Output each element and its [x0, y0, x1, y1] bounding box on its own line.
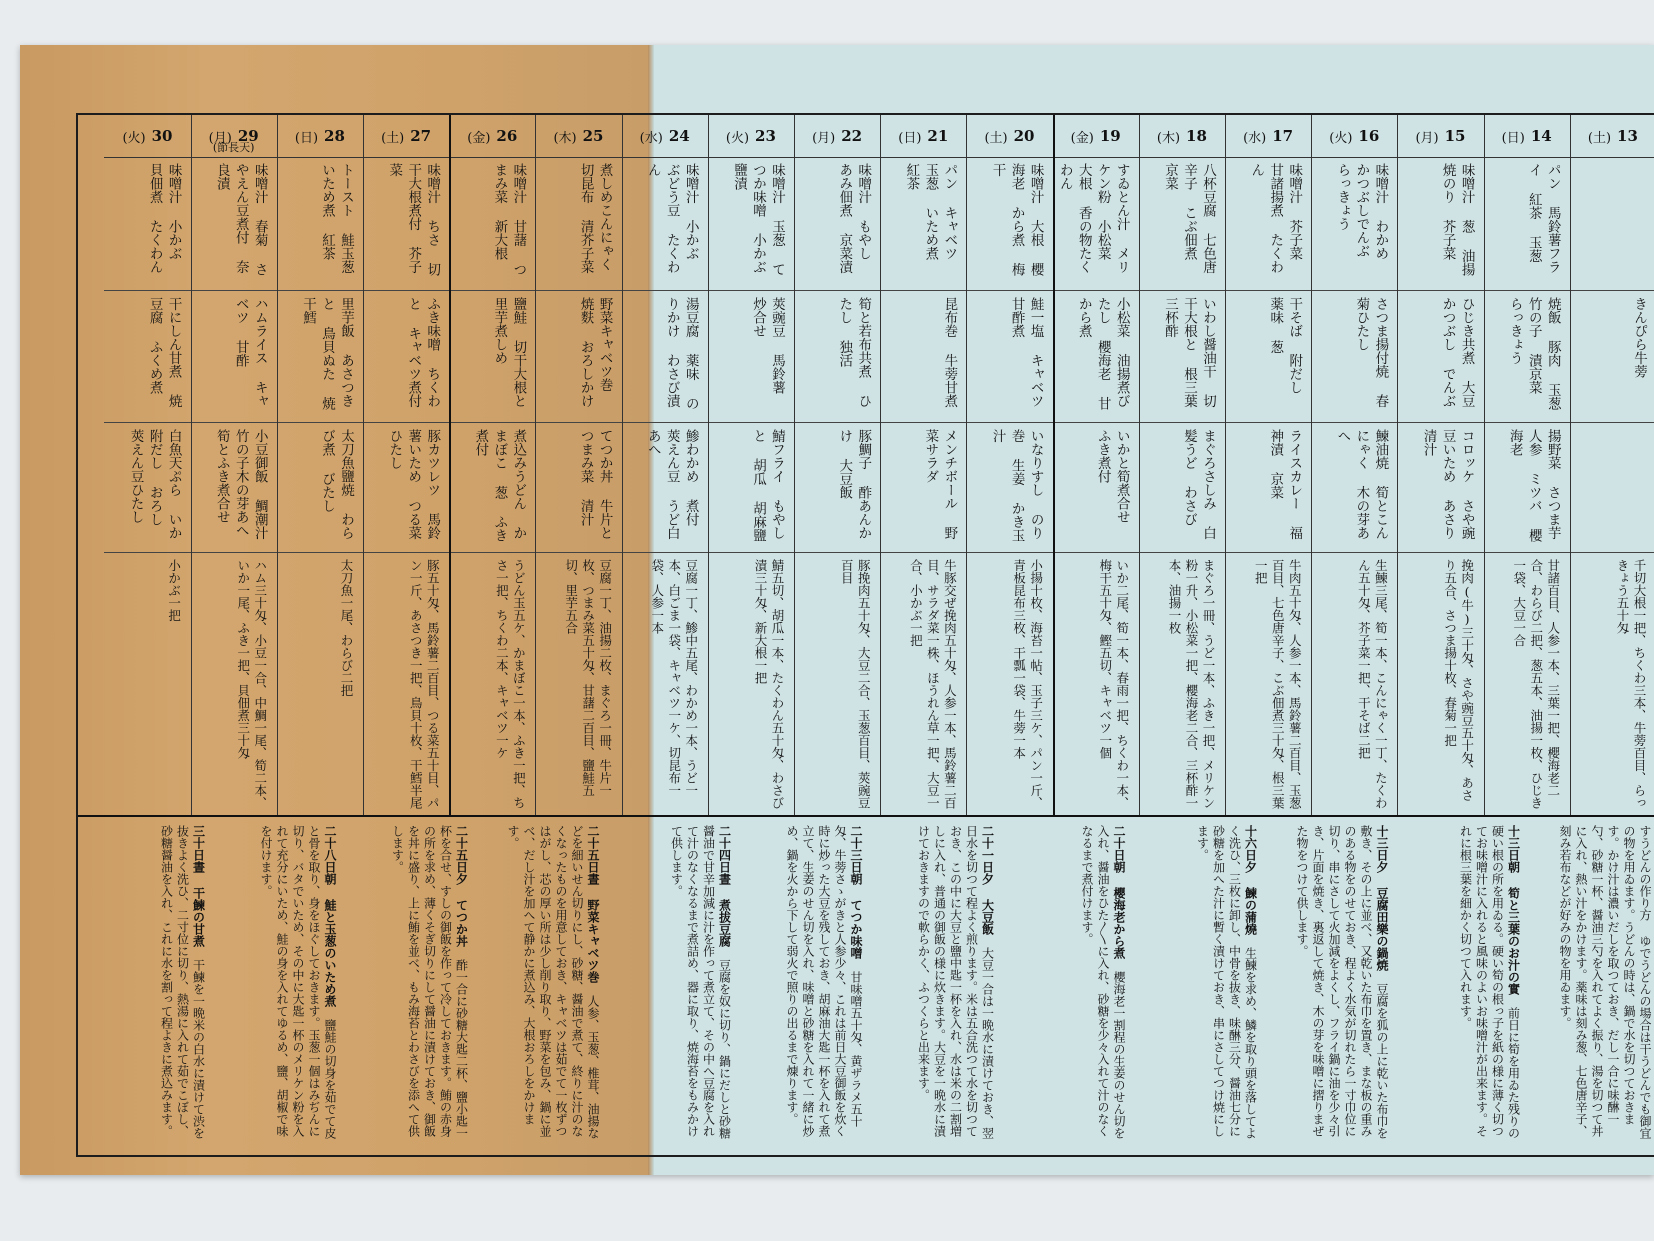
- weekday-label: (月): [812, 130, 836, 146]
- day-column: [191, 115, 278, 815]
- day-header: [191, 115, 277, 158]
- recipe-note: [1130, 817, 1262, 1155]
- lunch-cell: 焼飯 豚肉 玉葱 竹の子 漬京菜 らっきょう: [1484, 291, 1570, 423]
- lunch-cell: 野菜キャベツ巻 焼麩 おろしかけ: [535, 291, 621, 423]
- dinner-cell: 鰊油焼 筍とこんにゃく 木の芽あへ: [1311, 423, 1397, 553]
- recipe-note-body: 酢一合に砂糖大匙二杯、鹽小匙一杯を合せ、すしの御飯を作って冷しておきます。鮪の赤身の所を求め、薄くそぎ切りにして醤油に漬けておき、御飯を丼に盛り、上に鮪を並べ、もみ海苔とわさびを添へて供します。: [390, 825, 469, 1139]
- recipe-note-title: 二十一日夕 大豆飯: [980, 825, 995, 947]
- dinner-cell: 煮込みうどん かまぼこ 葱 ふき煮付: [449, 423, 535, 553]
- dinner-cell: コロッケ さや豌豆いため あさり清汁: [1397, 423, 1483, 553]
- date-number: 14: [1530, 127, 1552, 145]
- weekday-label: (月): [1415, 130, 1439, 146]
- date-number: 19: [1099, 127, 1121, 145]
- day-column: [1397, 115, 1484, 815]
- date-number: 15: [1444, 127, 1466, 145]
- breakfast-cell: トースト 鮭玉葱いため煮 紅茶: [277, 157, 363, 291]
- shopping-list-cell: うどん玉五ケ、かまぼこ一本、ふき一把、ちさ一把、ちくわ二本、キャベツ一ケ: [494, 559, 527, 809]
- day-column: [880, 115, 967, 815]
- dinner-cell: 小豆御飯 鯛潮汁 竹の子木の芽あへ 筍とふき煮合せ: [191, 423, 277, 553]
- day-header: [622, 115, 708, 158]
- recipe-note: [341, 817, 473, 1155]
- recipe-note-title: 二十四日晝 煮拔豆腐: [717, 825, 732, 959]
- recipe-note: [473, 817, 605, 1155]
- recipe-note: [1525, 817, 1654, 1155]
- date-number: 17: [1272, 127, 1294, 145]
- day-header: [1225, 115, 1311, 158]
- day-column: [966, 115, 1054, 815]
- recipe-note: [1393, 817, 1525, 1155]
- date-number: 26: [496, 127, 518, 145]
- recipe-note-body: すうどんの作り方 ゆでうどんの場合は干うどんでも御宜の物を用ゐます。うどんの時は、鍋で水を切つておきます。かけ汁は濃いだしを取つておき、だし一合に味醂一勺、砂糖一杯、醤油三勺を入れてよく振り、湯を切つて丼に入れ、熱い汁をかけます。薬味は刻み葱、七色唐辛子、刻み若布などが好みの物を用ゐます。: [1558, 825, 1652, 1139]
- shopping-list-cell: 千切大根一把、ちくわ三本、牛蒡百目、らっきょう五十匁: [1614, 559, 1647, 809]
- day-header: [277, 115, 363, 158]
- dinner-cell: 鯵わかめ 煮付 莢えん豆 うど白あへ: [622, 423, 708, 553]
- lunch-cell: ひじき共煮 大豆 かつぶし でんぶ: [1397, 291, 1483, 423]
- shopping-list-cell: 太刀魚一尾、わらび二把: [338, 559, 354, 697]
- recipe-note: [604, 817, 736, 1155]
- weekday-label: (火): [1329, 130, 1353, 146]
- weekday-label: (日): [1501, 130, 1525, 146]
- recipe-note-title: 三十日晝 干鰊の甘煮: [191, 825, 206, 959]
- breakfast-cell: 味噌汁 ちさ 切干大根煮付 芥子菜: [363, 157, 449, 291]
- weekday-label: (日): [898, 130, 922, 146]
- day-header: [794, 115, 880, 158]
- recipe-note: [867, 817, 999, 1155]
- date-number: 25: [582, 127, 604, 145]
- date-number: 30: [151, 127, 173, 145]
- recipe-note-body: 豆腐を狐の上に乾いた布巾を敷き、その上に並べ、又乾いた布巾を置き、まな板の重みのある物をのせておき、程よく水気が切れたら一寸巾位に切り、串にさして火加減をよくし、フライ鍋に油を少々引き、片面を焼き、裏返して焼き、木の芽を味噌に摺りまぜた物をつけて供します。: [1295, 825, 1389, 1139]
- date-number: 13: [1617, 127, 1638, 145]
- day-column: [449, 115, 536, 815]
- breakfast-cell: パン キャベツ 玉葱 いため煮 紅茶: [880, 157, 966, 291]
- breakfast-cell: 味噌汁 わかめ かつぶしでんぶ らっきょう: [1311, 157, 1397, 291]
- day-column: [535, 115, 622, 815]
- dinner-cell: メンチボール 野菜サラダ: [880, 423, 966, 553]
- shopping-list-cell: 小かぶ一把: [166, 559, 182, 622]
- weekday-label: (火): [725, 130, 750, 146]
- lunch-cell: 里芋飯 あさつきと 鳥貝ぬた 焼干鱈: [277, 291, 363, 423]
- day-column: [1225, 115, 1312, 815]
- recipe-note-title: 二十五日晝 野菜キャベツ巻: [586, 825, 600, 995]
- day-header: [1053, 115, 1139, 158]
- menu-table: [76, 113, 1654, 1157]
- weekday-label: (土): [984, 130, 1008, 146]
- recipe-note: [1262, 817, 1394, 1155]
- dinner-cell: いかと筍煮合せ ふき煮付: [1053, 423, 1139, 553]
- day-column: [1484, 115, 1571, 815]
- recipe-note: [999, 817, 1131, 1155]
- lunch-cell: 莢豌豆 馬鈴薯 炒合せ: [708, 291, 794, 423]
- lunch-cell: さつま揚付焼 春菊ひたし: [1311, 291, 1397, 423]
- day-header: [1570, 115, 1654, 158]
- shopping-list-cell: 甘諸百目、人参一本、三葉一把、櫻海老二合、わらび二把、葱五本、油揚一枚、ひじき一袋、大豆一合: [1511, 559, 1561, 809]
- day-header: [449, 115, 535, 158]
- weekday-label: (日): [294, 130, 319, 146]
- lunch-cell: ふき味噌 ちくわと キャベツ煮付: [363, 291, 449, 423]
- day-header: [1139, 115, 1225, 158]
- recipe-note-title: 十六日夕 鰊の蒲燒: [1243, 825, 1258, 947]
- weekday-label: (土): [1587, 130, 1612, 146]
- shopping-list-cell: 小揚十枚、海苔一帖、玉子三ケ、パン一斤、青板昆布三枚、干瓢一袋、牛蒡一本: [1011, 559, 1044, 809]
- recipe-note-body: 甘味噌五十匁、黄ザラメ五十匁、牛蒡さゝがきと人参少々、これは前日大豆御飯を炊く時に炒った大豆を残しておき、胡麻油大匙一杯を入れて煮立て、生姜のせん切を入れ、味噌と砂糖を入れて一緒に炒め、鍋を火から下して弱火で照りの出るまで煉ります。: [785, 825, 863, 1137]
- shopping-list-cell: 豆腐一丁、油揚二枚、まぐろ一冊、牛片一枚、つまみ菜五十匁、甘藷二百目、鹽鮭五切、里芋五合: [563, 559, 613, 797]
- day-column: [1570, 115, 1654, 815]
- menu-sheet: [20, 45, 1654, 1175]
- day-column: [363, 115, 451, 815]
- dinner-cell: 豚カツレツ 馬鈴薯いため つる菜ひたし: [363, 423, 449, 553]
- lunch-cell: 鹽鮭 切干大根と 里芋煮しめ: [449, 291, 535, 423]
- lunch-cell: きんぴら牛蒡: [1570, 291, 1654, 423]
- day-column: [277, 115, 364, 815]
- day-column: [1139, 115, 1226, 815]
- lunch-cell: 小松菜 油揚煮びたし 櫻海老 甘から煮: [1053, 291, 1139, 423]
- dinner-cell: 鯖フライ もやしと 胡瓜 胡麻鹽: [708, 423, 794, 553]
- recipe-note-body: 大豆一合は一晩水に漬けておき、翌日水を切つて程よく煎ります。米は五合洗つて水を切つておき、この中に大豆と鹽中匙一杯を入れ、水は米の二割増しに入れ、普通の御飯の様に炊きます。大豆を一晩水に漬けておきますので軟らかく、ふつくらと出来ます。: [916, 825, 995, 1139]
- breakfast-cell: パン 馬鈴薯フライ 紅茶 玉葱: [1484, 157, 1570, 291]
- date-number: 27: [410, 127, 432, 145]
- breakfast-cell: 味噌汁 玉葱 てつか味噌 小かぶ鹽漬: [708, 157, 794, 291]
- dinner-cell: 白魚天ぷら いか附だし おろし 莢えん豆ひたし: [104, 423, 190, 553]
- shopping-list-cell: 牛肉五十匁、人参一本、馬鈴薯二百目、玉葱百目、七色唐辛子、こぶ佃煮三十匁、根三葉一把: [1253, 559, 1303, 809]
- recipe-note: [210, 817, 342, 1155]
- day-column: [622, 115, 709, 815]
- recipe-note-body: 豆腐を奴に切り、鍋にだしと砂糖醤油で甘辛加減に汁を作って煮立て、その中へ豆腐を入れて汁のなくなるまで煮詰め、器に取り、焼海苔をもみかけて供します。: [669, 825, 732, 1139]
- dinner-cell: [1570, 423, 1654, 553]
- lunch-cell: 筍と若布共煮 ひたし 独活: [794, 291, 880, 423]
- shopping-list-cell: まぐろ一冊、うど一本、ふき一把、メリケン粉一升、小松菜一把、櫻海老二合、三杯酢一本、油揚一枚: [1166, 559, 1216, 809]
- weekday-label: (水): [639, 130, 663, 146]
- breakfast-cell: 味噌汁 春菊 さやえん豆煮付 奈良漬: [191, 157, 277, 291]
- breakfast-cell: 味噌汁 大根 櫻海老 から煮 梅干: [966, 157, 1052, 291]
- day-header: [708, 115, 794, 158]
- weekday-label: (金): [1070, 130, 1094, 146]
- lunch-cell: ハムライス キャベツ 甘酢: [191, 291, 277, 423]
- recipe-note-title: 十三日朝 筍と三葉のお汁の實: [1506, 825, 1521, 1007]
- day-header: [880, 115, 966, 158]
- weekday-label: (木): [1156, 130, 1181, 146]
- date-number: 29: [237, 127, 259, 145]
- date-number: 16: [1358, 127, 1380, 145]
- day-header: [966, 115, 1052, 158]
- dinner-cell: 豚鯛子 酢あんかけ 大豆飯: [794, 423, 880, 553]
- breakfast-cell: 味噌汁 小かぶ 貝佃煮 たくわん: [104, 157, 190, 291]
- dinner-cell: まぐろさしみ 白髪うど わさび: [1139, 423, 1225, 553]
- breakfast-cell: 味噌汁 もやし あみ佃煮 京菜漬: [794, 157, 880, 291]
- date-number: 18: [1186, 127, 1207, 145]
- date-number: 22: [841, 127, 863, 145]
- breakfast-cell: 味噌汁 葱 油揚 焼のり 芥子菜: [1397, 157, 1483, 291]
- day-column: [708, 115, 795, 815]
- day-header: [1397, 115, 1483, 158]
- recipe-note-body: 干鰊を一晩米の白水に漬けて渋を抜きよく洗ひ、二寸位に切り、熱湯に入れて茹でこぼし、砂糖醤油を入れ、これに水を割って程よきに煮込みます。: [159, 825, 206, 1139]
- recipe-note-title: 二十五日夕 てつか丼: [454, 825, 469, 959]
- recipe-note-title: 十三日夕 豆腐田樂の鍋焼: [1375, 825, 1389, 983]
- day-header: [363, 115, 449, 158]
- lunch-cell: 鮭一塩 キャベツ 甘酢煮: [966, 291, 1052, 423]
- day-column: [794, 115, 881, 815]
- shopping-list-cell: 牛豚交ぜ挽肉五十匁、人参一本、馬鈴薯二百目、サラダ菜一株、ほうれん草一把、大豆一合、小かぶ一把: [908, 559, 958, 809]
- breakfast-cell: 味噌汁 芥子菜 甘諸揚煮 たくわん: [1225, 157, 1311, 291]
- dinner-cell: てつか丼 牛片と つまみ菜 清汁: [535, 423, 621, 553]
- lunch-cell: 干そば 附だし 薬味 葱: [1225, 291, 1311, 423]
- dinner-cell: 揚野菜 さつま芋 人参 ミツバ 櫻海老: [1484, 423, 1570, 553]
- day-header: [1484, 115, 1570, 158]
- weekday-label: (金): [467, 130, 491, 146]
- shopping-list-cell: 挽肉(牛)三十匁、さや豌豆五十匁、あさり五合、さつま揚十枚、春菊一把: [1442, 559, 1475, 802]
- day-column: [1053, 115, 1140, 815]
- recipe-note-body: 櫻海老一割程の生姜のせん切を入れ、醤油をひた〳〵に入れ、砂糖を少々入れて汁のなくなるまで煮付けます。: [1080, 825, 1126, 1139]
- weekday-label: (火): [122, 130, 146, 146]
- lunch-cell: 湯豆腐 薬味 のりかけ わさび漬: [622, 291, 708, 423]
- date-number: 23: [755, 127, 776, 145]
- day-column: [1311, 115, 1398, 815]
- date-number: 28: [324, 127, 345, 145]
- shopping-list-cell: 生鰊三尾、筍一本、こんにゃく一丁、たくわん五十匁、芥子菜一把、干そば二把: [1356, 559, 1389, 809]
- recipe-note: [736, 817, 868, 1155]
- day-header: [104, 115, 190, 158]
- day-header: [1311, 115, 1397, 158]
- lunch-cell: いわし醤油干 切干大根と 根三葉 三杯酢: [1139, 291, 1225, 423]
- dinner-cell: ライスカレー 福神漬 京菜: [1225, 423, 1311, 553]
- shopping-list-cell: ハム三十匁、小豆一合、中鯛一尾、筍二本、いか一尾、ふき一把、貝佃煮三十匁: [235, 559, 268, 809]
- weekday-label: (月): [208, 130, 232, 146]
- lunch-cell: 昆布巻 牛蒡甘煮: [880, 291, 966, 423]
- breakfast-cell: 煮しめこんにゃく 切昆布 清芥子菜: [535, 157, 621, 291]
- day-header: [535, 115, 621, 158]
- recipe-notes: [78, 815, 1654, 1155]
- recipe-note-body: 人参、玉葱、椎茸、油揚などを細いせん切りにし、砂糖、醤油で煮て、終りに汁のなくなったものを用意しておき、キャベツは茹でて一枚ずつはがし、芯の厚い所は少し削り取り、野菜を包み、鍋に並べ、だし汁を加へて静かに煮込み、大根おろしをかけます。: [506, 825, 600, 1139]
- weekday-label: (土): [381, 130, 405, 146]
- shopping-list-cell: 豆腐一丁、鯵中五尾、わかめ一本、うど一本、白ごま一袋、キャベツ一ケ、切昆布一袋、人参一本: [649, 559, 699, 797]
- date-number: 20: [1013, 127, 1035, 145]
- shopping-list-cell: 鯖五切、胡瓜一本、たくわん五十匁、わさび漬三十匁、新大根一把: [752, 559, 785, 809]
- recipe-note-body: 生鰊を求め、鱗を取り頭を落してよく洗ひ、三枚に卸し、中骨を抜き、味醂三分、醤油七分に砂糖を加へた汁に暫く漬けておき、串にさしてつけ焼にします。: [1195, 825, 1258, 1139]
- breakfast-cell: 八杯豆腐 七色唐辛子 こぶ佃煮 京菜: [1139, 157, 1225, 291]
- breakfast-cell: 味噌汁 小かぶ ぶどう豆 たくわん: [622, 157, 708, 291]
- shopping-list-cell: 豚挽肉五十匁、大豆二合、玉葱百目、莢豌豆百目: [839, 559, 872, 809]
- breakfast-cell: [1570, 157, 1654, 291]
- date-number: 24: [668, 127, 690, 145]
- breakfast-cell: すゐとん汁 メリケン粉 小松菜 大根 香の物たくわん: [1053, 157, 1139, 291]
- weekday-label: (木): [553, 130, 577, 146]
- recipe-note-title: 二十日朝 櫻海老から煮: [1112, 825, 1126, 971]
- breakfast-cell: 味噌汁 甘藷 つまみ菜 新大根: [449, 157, 535, 291]
- dinner-cell: いなりすし のり巻 生姜 かき玉汁: [966, 423, 1052, 553]
- weekday-label: (水): [1243, 130, 1267, 146]
- recipe-note-title: 二十八日朝 鮭と玉葱のいため煮: [323, 825, 337, 1019]
- recipe-note-body: 前日に筍を用ゐた残りの硬い根の所を用ゐる。硬い筍の根っ子を紙の様に薄く切つてお味噌汁に入れると風味のよいお味噌汁が出来ます。それに根三葉を細かく切つて入れます。: [1458, 825, 1521, 1139]
- shopping-list-cell: 豚五十匁、馬鈴薯二百目、つる菜五十目、パン一斤、あさつき一把、鳥貝十枚、干鱈半尾: [408, 559, 441, 809]
- recipe-note-body: 鹽鮭の切身を茹でて皮と骨を取り、身をほぐしておきます。玉葱一個はみぢんに切り、バタでいため、その中に大匙一杯のメリケン粉を入れて充分にいため、鮭の身を入れてゆるめ、鹽、胡椒で味を付けます。: [259, 825, 337, 1139]
- dinner-cell: 太刀魚鹽焼 わらび煮 びたし: [277, 423, 363, 553]
- lunch-cell: 干にしん甘煮 焼豆腐 ふくめ煮: [104, 291, 190, 423]
- recipe-note: [78, 817, 210, 1155]
- recipe-note-title: 二十三日朝 てつか味噌: [849, 825, 863, 971]
- day-column: [104, 115, 191, 815]
- shopping-list-cell: いか二尾、筍一本、春雨一把、ちくわ一本、梅干五十匁、鰹五切、キャベツ一個: [1097, 559, 1130, 809]
- date-number: 21: [927, 127, 949, 145]
- holiday-label: (節長天): [212, 141, 255, 154]
